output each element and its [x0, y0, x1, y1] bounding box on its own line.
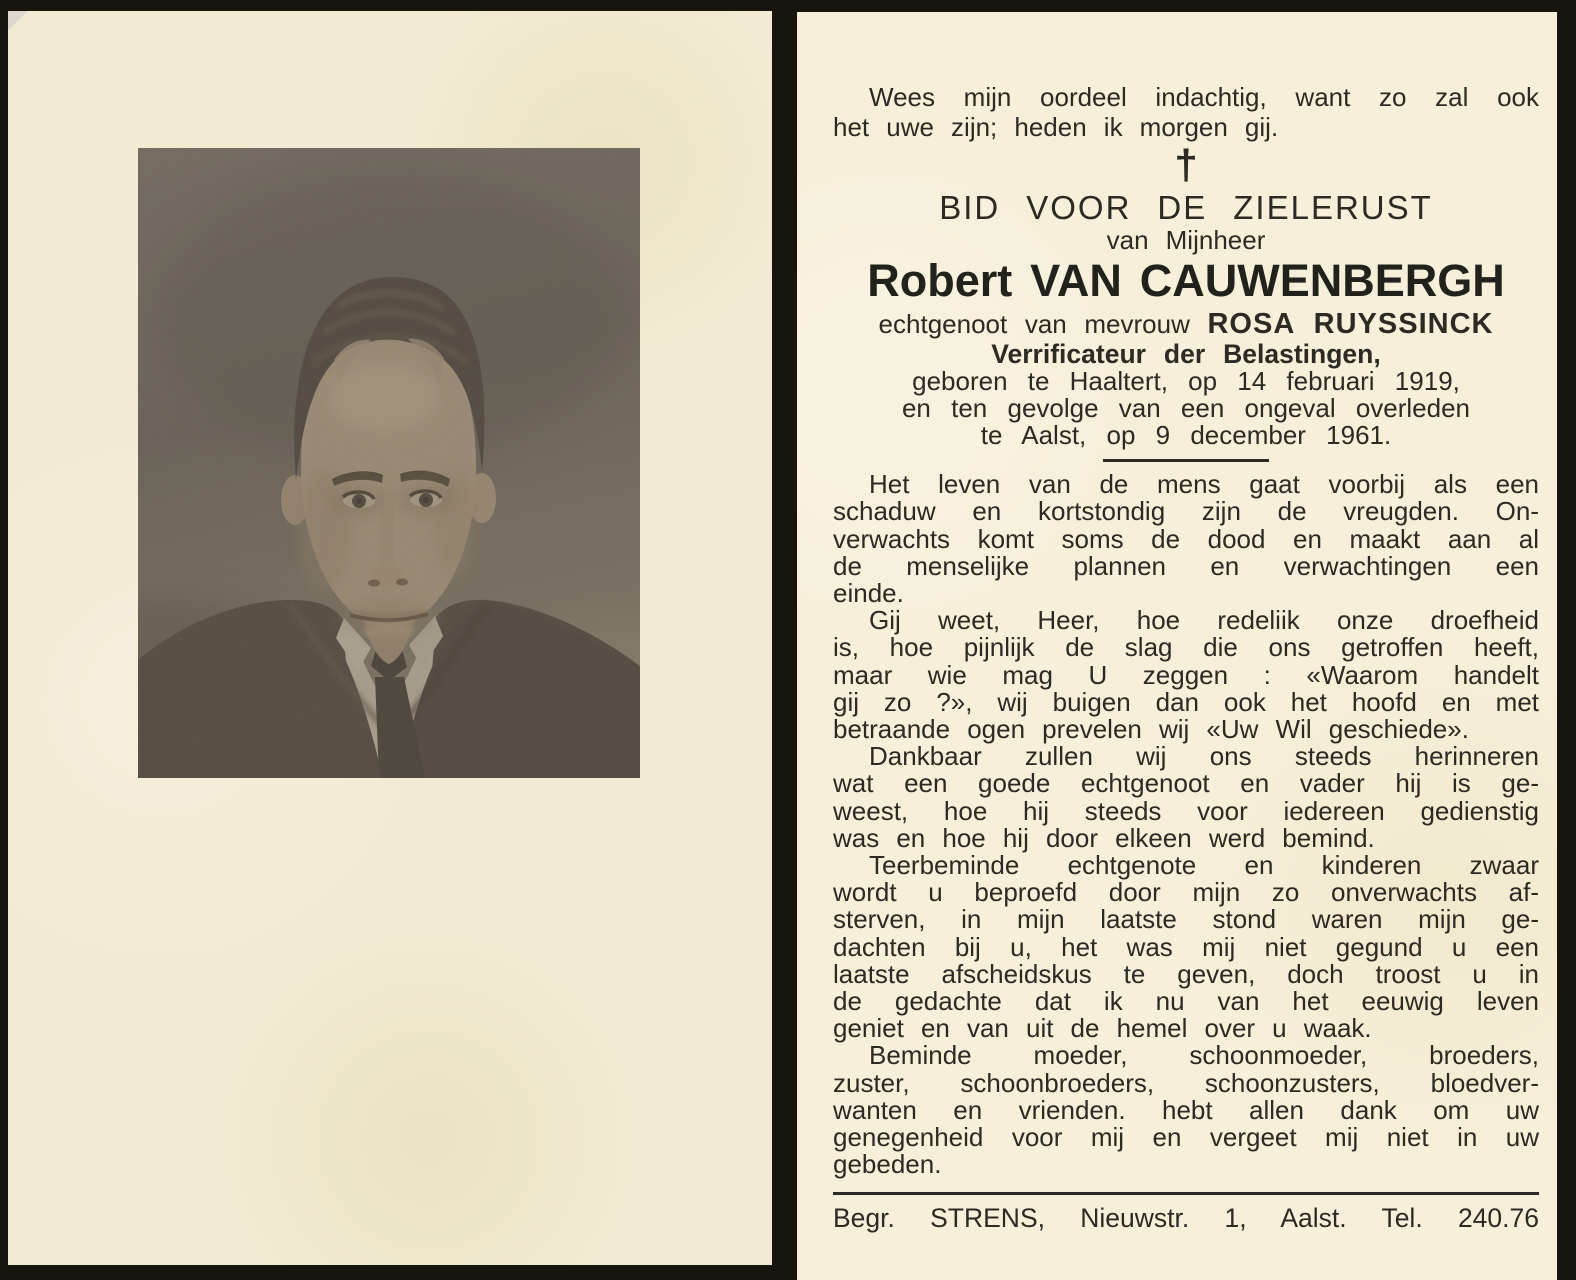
text-line: Wees mijn oordeel indachtig, want zo zal ook	[869, 82, 1539, 112]
text-line: Het leven van de mens gaat voorbij als een	[869, 469, 1539, 500]
text-line: maar wie mag U zeggen : «Waarom handelt	[833, 659, 1539, 690]
text-line: laatste afscheidskus te geven, doch troost u in	[833, 958, 1539, 989]
text-line: sterven, in mijn laatste stond waren mijn ge-	[833, 904, 1539, 935]
spouse-prefix: echtgenoot van mevrouw	[878, 309, 1190, 339]
paragraph-5	[833, 1042, 1539, 1178]
text-line: zuster, schoonbroeders, schoonzusters, bloedver-	[833, 1067, 1539, 1098]
spouse-line	[833, 309, 1539, 340]
opening-quote	[833, 82, 1539, 142]
text-line: betraande ogen prevelen wij «Uw Wil geschiede».	[833, 713, 1469, 744]
text-line: Gij weet, Heer, hoe redeliik onze droefheid	[869, 605, 1539, 636]
paragraph-4	[833, 849, 1539, 1044]
paragraph-2	[833, 607, 1539, 743]
text-line: de menselijke plannen en verwachtingen een	[833, 550, 1539, 581]
prayer-text-panel	[797, 12, 1557, 1280]
cross-icon: †	[1174, 141, 1198, 188]
text-line: was en hoe hij door elkeen werd bemind.	[833, 822, 1375, 853]
death-line-1: en ten gevolge van een ongeval overleden	[901, 393, 1471, 424]
birth-line: geboren te Haaltert, op 14 februari 1919,	[912, 366, 1460, 396]
death-line-2: te Aalst, op 9 december 1961.	[980, 420, 1392, 451]
text-line: wanten en vrienden. hebt allen dank om uw	[833, 1094, 1539, 1125]
text-line: het uwe zijn; heden ik morgen gij.	[833, 112, 1279, 142]
scan-corner-artifact	[8, 11, 28, 31]
text-line: Dankbaar zullen wij ons steeds herinneren	[869, 741, 1539, 772]
text-line: dachten bij u, het was mij niet gegund u een	[833, 931, 1539, 962]
text-line: Beminde moeder, schoonmoeder, broeders,	[869, 1040, 1539, 1071]
text-line: verwachts komt soms de dood en maakt aan al	[833, 523, 1539, 554]
card-subtitle: van Mijnheer	[1106, 225, 1266, 255]
text-line: is, hoe pijnlijk de slag die ons getroffen heeft,	[833, 632, 1539, 663]
text-line: geniet en van uit de hemel over u waak.	[833, 1013, 1372, 1044]
section-divider	[1103, 459, 1269, 463]
text-line: de gedachte dat ik nu van het eeuwig leven	[833, 985, 1539, 1016]
paragraph-3	[833, 743, 1539, 852]
photo-card-panel	[8, 11, 772, 1265]
text-line: wordt u beproefd door mijn zo onverwachts af-	[833, 877, 1539, 908]
paragraph-1	[833, 471, 1539, 607]
text-line: Teerbeminde echtgenote en kinderen zwaar	[869, 849, 1539, 880]
undertaker-line: Begr. STRENS, Nieuwstr. 1, Aalst. Tel. 240.76	[833, 1202, 1539, 1233]
text-line: weest, hoe hij steeds voor iedereen gedienstig	[833, 795, 1539, 826]
profession-line: Verrificateur der Belastingen,	[991, 339, 1381, 369]
text-line: gij zo ?», wij buigen dan ook het hoofd en met	[833, 686, 1539, 717]
deceased-name: Robert VAN CAUWENBERGH	[867, 255, 1505, 306]
spouse-name: ROSA RUYSSINCK	[1207, 308, 1494, 340]
text-line: einde.	[833, 577, 904, 608]
text-line: schaduw en kortstondig zijn de vreugden. On-	[833, 496, 1539, 527]
text-line: gebeden.	[833, 1149, 942, 1180]
text-line: genegenheid voor mij en vergeet mij niet in uw	[833, 1121, 1539, 1152]
text-line: wat een goede echtgenoot en vader hij is ge-	[833, 768, 1539, 799]
card-title: BID VOOR DE ZIELERUST	[939, 189, 1433, 226]
portrait-photo	[138, 148, 640, 778]
prayer-text-content	[797, 12, 1557, 1280]
